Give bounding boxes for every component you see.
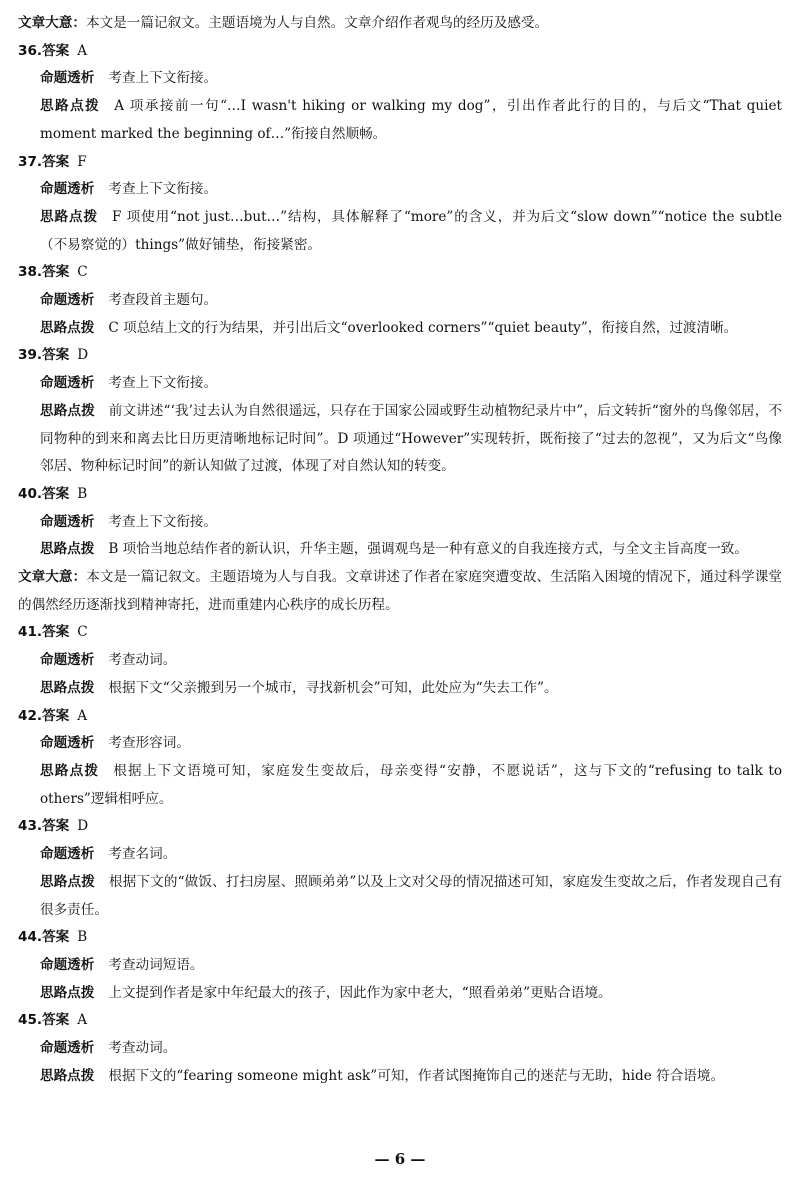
answer-choice: C <box>77 624 88 641</box>
analysis-row <box>18 952 782 980</box>
answer-item <box>18 38 782 149</box>
hint-row <box>18 869 782 924</box>
analysis-row <box>18 841 782 869</box>
hint-row <box>18 758 782 813</box>
answer-label: 答案 <box>42 485 70 502</box>
answer-row <box>18 813 782 841</box>
summary-label: 文章大意： <box>18 569 87 586</box>
answer-choice: C <box>77 264 88 281</box>
analysis-text: 考查上下文衔接。 <box>108 181 218 198</box>
answer-choice: D <box>77 818 89 835</box>
question-number: 37. <box>18 153 43 170</box>
hint-row <box>18 675 782 703</box>
analysis-label: 命题透析 <box>40 375 95 392</box>
analysis-label: 命题透析 <box>40 846 95 863</box>
hint-row <box>18 980 782 1008</box>
answer-label: 答案 <box>42 42 70 59</box>
hint-text: 根据下文“父亲搬到另一个城市，寻找新机会”可知，此处应为“失去工作”。 <box>108 679 558 696</box>
analysis-label: 命题透析 <box>40 70 95 87</box>
answer-label: 答案 <box>42 707 70 724</box>
analysis-row <box>18 176 782 204</box>
hint-label: 思路点拨 <box>40 319 95 336</box>
hint-row <box>18 1063 782 1091</box>
question-number: 36. <box>18 42 43 59</box>
hint-row <box>18 536 782 564</box>
answer-item <box>18 481 782 564</box>
answer-item <box>18 619 782 702</box>
analysis-label: 命题透析 <box>40 292 95 309</box>
analysis-row <box>18 1035 782 1063</box>
answer-choice: B <box>77 485 88 502</box>
analysis-text: 考查上下文衔接。 <box>108 70 218 87</box>
analysis-text: 考查名词。 <box>108 846 177 863</box>
answer-row <box>18 259 782 287</box>
answer-row <box>18 149 782 177</box>
answer-item <box>18 342 782 481</box>
hint-label: 思路点拨 <box>40 873 95 890</box>
answer-label: 答案 <box>42 929 70 946</box>
question-number: 45. <box>18 1012 43 1029</box>
question-number: 43. <box>18 818 43 835</box>
hint-row <box>18 315 782 343</box>
answer-item <box>18 149 782 260</box>
analysis-text: 考查动词。 <box>108 652 177 669</box>
hint-label: 思路点拨 <box>40 541 95 558</box>
answer-choice: A <box>77 42 88 59</box>
hint-text: 根据下文的“做饭、打扫房屋、照顾弟弟”以及上文对父母的情况描述可知，家庭发生变故之后，作者发现自己有很多责任。 <box>40 873 782 918</box>
analysis-text: 考查动词短语。 <box>108 956 204 973</box>
analysis-text: 考查段首主题句。 <box>108 292 218 309</box>
analysis-row <box>18 647 782 675</box>
hint-label: 思路点拨 <box>40 98 101 115</box>
hint-text: 根据上下文语境可知，家庭发生变故后，母亲变得“安静，不愿说话”，这与下文的“refusing to talk to others”逻辑相呼应。 <box>40 762 783 807</box>
answer-choice: B <box>77 929 88 946</box>
hint-text: 根据下文的“fearing someone might ask”可知，作者试图掩饰自己的迷茫与无助，hide 符合语境。 <box>108 1067 725 1084</box>
answer-choice: D <box>77 347 89 364</box>
question-number: 41. <box>18 624 43 641</box>
answer-choice: A <box>77 1012 88 1029</box>
hint-label: 思路点拨 <box>40 208 98 225</box>
answer-row <box>18 342 782 370</box>
answer-label: 答案 <box>42 153 70 170</box>
answer-label: 答案 <box>42 347 70 364</box>
question-number: 40. <box>18 485 43 502</box>
answer-row <box>18 481 782 509</box>
hint-label: 思路点拨 <box>40 762 100 779</box>
answer-label: 答案 <box>42 818 70 835</box>
analysis-row <box>18 287 782 315</box>
summary-2 <box>18 564 782 619</box>
summary-label: 文章大意： <box>18 15 86 31</box>
hint-label: 思路点拨 <box>40 402 95 419</box>
answer-item <box>18 1007 782 1090</box>
hint-row <box>18 204 782 259</box>
hint-text: F 项使用“not just…but…”结构，具体解释了“more”的含义，并为后文“slow down”“notice the subtle（不易察觉的）things”做好铺垫，衔接紧密。 <box>40 208 782 253</box>
analysis-label: 命题透析 <box>40 956 95 973</box>
question-number: 39. <box>18 347 43 364</box>
page-number: — 6 — <box>374 1150 426 1168</box>
analysis-row <box>18 730 782 758</box>
analysis-row <box>18 509 782 537</box>
answer-item <box>18 924 782 1007</box>
analysis-label: 命题透析 <box>40 513 95 530</box>
answer-item <box>18 813 782 924</box>
hint-text: C 项总结上文的行为结果，并引出后文“overlooked corners”“quiet beauty”，衔接自然，过渡清晰。 <box>108 319 738 336</box>
analysis-row <box>18 65 782 93</box>
question-number: 44. <box>18 929 43 946</box>
question-number: 42. <box>18 707 43 724</box>
summary-text: 本文是一篇记叙文。主题语境为人与自我。文章讲述了作者在家庭突遭变故、生活陷入困境的情况下，通过科学课堂的偶然经历逐渐找到精神寄托，进而重建内心秩序的成长历程。 <box>18 569 782 613</box>
hint-text: B 项恰当地总结作者的新认识，升华主题，强调观鸟是一种有意义的自我连接方式，与全文主旨高度一致。 <box>108 541 748 558</box>
hint-row <box>18 93 782 148</box>
question-number: 38. <box>18 264 43 281</box>
hint-label: 思路点拨 <box>40 1067 95 1084</box>
hint-label: 思路点拨 <box>40 984 95 1001</box>
analysis-text: 考查上下文衔接。 <box>108 375 218 392</box>
answer-row <box>18 924 782 952</box>
answer-label: 答案 <box>42 624 70 641</box>
hint-text: 上文提到作者是家中年纪最大的孩子，因此作为家中老大，“照看弟弟”更贴合语境。 <box>108 984 612 1001</box>
hint-text: A 项承接前一句“…I wasn't hiking or walking my dog”，引出作者此行的目的，与后文“That quiet moment marked the beginning of…”衔接自然顺畅。 <box>40 98 782 142</box>
answer-label: 答案 <box>42 1012 70 1029</box>
answer-item <box>18 259 782 342</box>
hint-text: 前文讲述“‘我’过去认为自然很遥远，只存在于国家公园或野生动植物纪录片中”，后文转折“窗外的鸟像邻居，不同物种的到来和离去比日历更清晰地标记时间”。D 项通过“However”实现转折，既衔接了“过去的忽视”，又为后文“鸟像邻居、物种标记时间”的新认知做了过渡，体现了对自然认知的转变。 <box>40 402 782 475</box>
summary-text: 本文是一篇记叙文。主题语境为人与自然。文章介绍作者观鸟的经历及感受。 <box>85 15 549 31</box>
answer-row <box>18 38 782 66</box>
answer-choice: A <box>77 707 88 724</box>
analysis-text: 考查动词。 <box>108 1040 177 1057</box>
answer-row <box>18 1007 782 1035</box>
answer-choice: F <box>77 153 87 170</box>
summary-1 <box>18 10 782 38</box>
answer-item <box>18 703 782 814</box>
analysis-text: 考查上下文衔接。 <box>108 513 218 530</box>
answer-row <box>18 619 782 647</box>
analysis-label: 命题透析 <box>40 1040 95 1057</box>
answer-row <box>18 703 782 731</box>
analysis-label: 命题透析 <box>40 735 95 752</box>
analysis-label: 命题透析 <box>40 181 95 198</box>
analysis-text: 考查形容词。 <box>108 735 190 752</box>
analysis-row <box>18 370 782 398</box>
answer-label: 答案 <box>42 264 70 281</box>
analysis-label: 命题透析 <box>40 652 95 669</box>
hint-label: 思路点拨 <box>40 679 95 696</box>
hint-row <box>18 398 782 481</box>
